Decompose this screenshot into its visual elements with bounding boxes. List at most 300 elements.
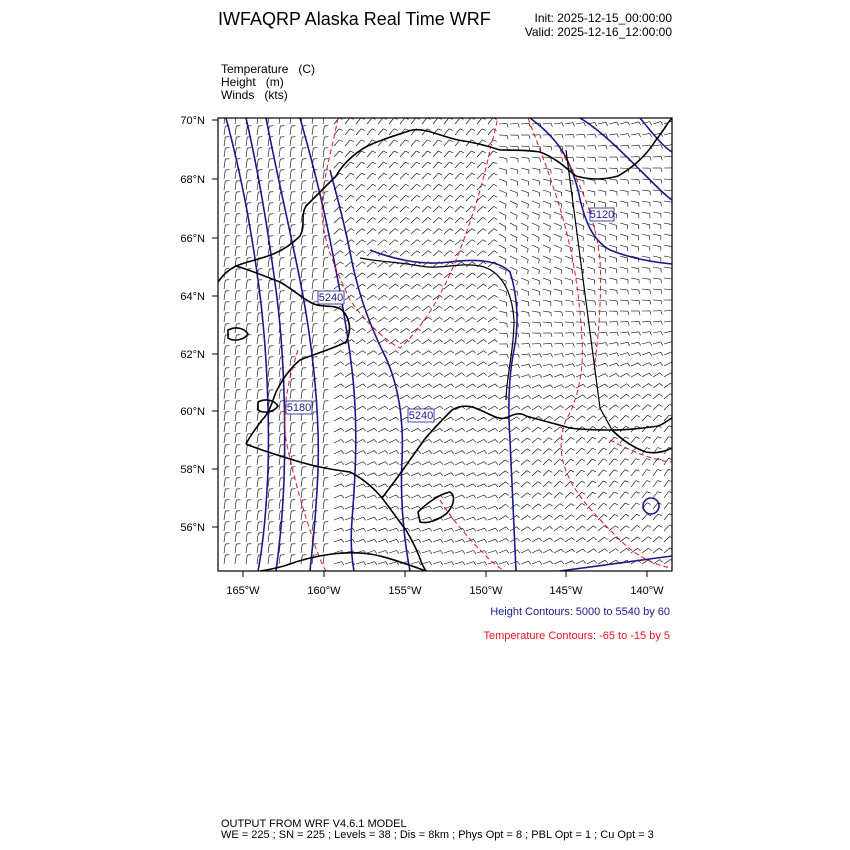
- wind-barb-flag: [606, 332, 607, 336]
- wind-barb: [235, 137, 236, 146]
- us-canada-border: [566, 150, 615, 430]
- wind-barb: [576, 405, 583, 410]
- wind-barb-flag: [660, 363, 663, 366]
- wind-barb-flag: [527, 449, 530, 451]
- wind-barb: [565, 289, 573, 291]
- wind-barb: [444, 240, 450, 245]
- wind-barb-flag: [661, 311, 662, 315]
- wind-barb: [444, 118, 449, 124]
- wind-barb-flag: [562, 135, 563, 139]
- wind-barb-flag: [429, 462, 432, 465]
- wind-barb: [499, 375, 507, 377]
- wind-barb: [356, 173, 362, 179]
- wind-barb: [334, 428, 341, 432]
- wind-barb: [433, 384, 440, 388]
- wind-barb-flag: [341, 406, 344, 409]
- wind-barb: [246, 181, 247, 190]
- wind-barb: [334, 140, 339, 146]
- wind-barb-flag: [604, 503, 608, 505]
- wind-barb: [356, 428, 363, 432]
- wind-barb: [521, 223, 528, 227]
- wind-barb-flag: [595, 301, 596, 305]
- wind-barb: [565, 245, 572, 248]
- wind-barb-flag: [385, 428, 388, 431]
- wind-barb: [455, 506, 462, 509]
- wind-barb-flag: [625, 459, 629, 461]
- wind-barb: [246, 555, 247, 564]
- wind-barb-flag: [583, 384, 586, 387]
- wind-barb: [543, 526, 550, 531]
- wind-barb-flag: [649, 373, 652, 376]
- wind-barb: [323, 379, 324, 388]
- wind-barb-flag: [528, 515, 531, 518]
- wind-barb: [312, 115, 313, 124]
- wind-barb: [400, 195, 406, 201]
- wind-barb-flag: [418, 428, 421, 431]
- wind-barb-flag: [339, 162, 343, 164]
- wind-barb: [664, 331, 672, 333]
- wind-barb: [257, 225, 258, 234]
- wind-barb: [532, 471, 538, 477]
- wind-barb: [433, 539, 441, 542]
- wind-barb: [488, 317, 495, 322]
- wind-barb-flag: [351, 173, 355, 175]
- wind-barb: [246, 291, 247, 300]
- wind-barb-flag: [363, 473, 366, 476]
- wind-barb-flag: [374, 417, 377, 420]
- wind-barb-flag: [407, 362, 410, 365]
- wind-barb: [554, 438, 560, 443]
- wind-barb: [356, 495, 363, 498]
- wind-barb: [466, 439, 473, 443]
- wind-barb-flag: [516, 471, 519, 473]
- wind-barb-flag: [617, 332, 619, 336]
- wind-barb: [378, 206, 384, 212]
- wind-barb: [664, 223, 672, 225]
- wind-barb: [499, 245, 506, 249]
- wind-barb: [587, 256, 595, 259]
- wind-barb-flag: [595, 332, 596, 336]
- wind-barb: [488, 517, 496, 520]
- wind-barb: [543, 212, 550, 215]
- wind-barb-flag: [386, 551, 388, 554]
- wind-barb: [235, 192, 236, 201]
- wind-barb: [378, 184, 384, 190]
- wind-barb: [642, 234, 650, 236]
- lat-label: 68°N: [180, 174, 205, 186]
- wind-barb-flag: [573, 134, 574, 138]
- wind-barb-flag: [539, 527, 542, 530]
- wind-barb: [576, 526, 582, 531]
- wind-barb: [301, 379, 302, 388]
- wind-barb: [301, 335, 302, 344]
- wind-barb-flag: [529, 123, 530, 127]
- wind-barb: [543, 343, 551, 344]
- wind-barb: [565, 179, 573, 181]
- wind-barb: [389, 528, 397, 531]
- wind-barb: [400, 362, 407, 366]
- wind-barb: [367, 184, 373, 190]
- wind-barb: [499, 527, 506, 531]
- wind-barb-flag: [473, 428, 476, 431]
- wind-barb: [620, 503, 625, 509]
- wind-barb: [587, 515, 593, 520]
- wind-barb: [323, 280, 324, 289]
- wind-barb: [653, 223, 661, 225]
- wind-barb-flag: [429, 495, 431, 498]
- wind-barb: [466, 528, 474, 531]
- wind-barb: [620, 289, 628, 290]
- wind-barb: [587, 526, 593, 531]
- wind-barb: [477, 495, 484, 498]
- wind-barb-flag: [429, 484, 432, 487]
- wind-barb: [268, 522, 269, 531]
- wind-barb: [521, 417, 528, 422]
- lon-label: 155°W: [388, 585, 422, 597]
- wind-barb: [356, 118, 361, 124]
- wind-barb: [664, 525, 669, 531]
- wind-barb: [235, 489, 236, 498]
- wind-barb: [499, 516, 506, 520]
- wind-barb-flag: [396, 439, 399, 442]
- wind-barb-flag: [495, 351, 498, 354]
- wind-barb: [521, 471, 527, 476]
- wind-barb: [389, 173, 395, 179]
- wind-barb-flag: [362, 284, 365, 286]
- wind-barb: [477, 484, 484, 487]
- wind-barb: [235, 445, 236, 454]
- wind-barb: [455, 517, 463, 520]
- wind-barb-flag: [628, 180, 629, 184]
- wind-barb-flag: [506, 550, 508, 553]
- wind-barb: [521, 300, 529, 302]
- wind-barb: [433, 373, 440, 377]
- wind-barb-flag: [406, 173, 410, 175]
- wind-barb: [246, 423, 247, 432]
- wind-barb: [290, 159, 291, 168]
- wind-barb-flag: [386, 528, 388, 531]
- wind-barb-flag: [625, 481, 629, 483]
- wind-barb-flag: [472, 306, 475, 309]
- wind-barb-flag: [528, 527, 531, 530]
- wind-barb-flag: [461, 218, 464, 220]
- wind-barb: [290, 192, 291, 201]
- wind-barb: [378, 373, 385, 377]
- wind-barb: [268, 324, 269, 333]
- wind-barb-flag: [418, 495, 420, 498]
- wind-barb: [576, 503, 582, 509]
- wind-barb: [301, 544, 302, 553]
- wind-barb-flag: [485, 528, 487, 531]
- wind-barb: [543, 482, 549, 488]
- wind-barb: [477, 417, 484, 421]
- wind-barb-flag: [461, 229, 464, 231]
- wind-barb: [532, 438, 538, 443]
- wind-barb-flag: [372, 129, 376, 131]
- wind-barb: [345, 173, 351, 179]
- wind-barb: [411, 284, 417, 289]
- wind-barb-flag: [583, 395, 586, 398]
- wind-barb: [323, 159, 324, 168]
- wind-barb-flag: [440, 395, 443, 398]
- wind-barb: [279, 467, 280, 476]
- wind-barb: [488, 439, 495, 443]
- wind-barb: [433, 162, 438, 168]
- wind-barb-flag: [494, 295, 497, 297]
- wind-barb-flag: [606, 301, 607, 305]
- wind-barb: [576, 384, 583, 388]
- wind-barb: [257, 159, 258, 168]
- wind-barb-flag: [394, 129, 398, 131]
- wind-barb-flag: [550, 237, 551, 241]
- wind-barb-flag: [450, 251, 453, 253]
- wind-barb: [433, 195, 439, 201]
- wind-barb: [455, 118, 460, 124]
- wind-barb-flag: [650, 157, 651, 161]
- wind-barb-flag: [495, 462, 498, 465]
- wind-barb-flag: [375, 539, 377, 542]
- wind-barb: [576, 459, 581, 465]
- wind-barb-flag: [592, 459, 596, 461]
- wind-barb-flag: [339, 151, 343, 153]
- wind-barb: [235, 170, 236, 179]
- wind-barb-flag: [483, 195, 487, 197]
- wind-barb-flag: [604, 405, 607, 407]
- wind-barb: [554, 481, 560, 487]
- wind-barb-flag: [351, 284, 354, 286]
- wind-barb: [312, 170, 313, 179]
- wind-barb-flag: [616, 384, 619, 387]
- wind-barb: [378, 151, 383, 157]
- wind-barb: [334, 439, 341, 443]
- wind-barb: [455, 162, 460, 168]
- wind-barb: [345, 417, 352, 421]
- wind-barb-flag: [507, 124, 508, 128]
- wind-barb-flag: [506, 204, 507, 208]
- wind-barb-flag: [451, 439, 454, 442]
- wind-barb: [455, 473, 462, 476]
- wind-barb: [422, 451, 429, 455]
- wind-barb-flag: [340, 273, 343, 275]
- wind-barb-flag: [471, 151, 475, 153]
- wind-barb-flag: [495, 428, 498, 431]
- wind-barb: [290, 181, 291, 190]
- wind-barb: [554, 179, 562, 181]
- wind-barb-flag: [407, 351, 410, 354]
- wind-barb-flag: [483, 184, 487, 186]
- wind-barb-flag: [340, 262, 343, 264]
- wind-barb: [653, 352, 661, 355]
- wind-barb-flag: [373, 240, 376, 242]
- wind-barb-flag: [592, 481, 596, 483]
- wind-barb-flag: [429, 395, 432, 398]
- wind-barb: [532, 212, 539, 215]
- wind-barb-flag: [496, 517, 498, 520]
- wind-barb: [356, 395, 363, 399]
- wind-barb-flag: [573, 312, 574, 316]
- wind-barb: [323, 412, 324, 421]
- wind-barb: [477, 462, 484, 465]
- wind-barb: [532, 223, 539, 226]
- wind-barb: [620, 405, 626, 410]
- wind-barb-flag: [505, 471, 508, 473]
- wind-barb-flag: [440, 473, 443, 476]
- wind-barb: [334, 562, 342, 564]
- wind-barb: [466, 273, 472, 278]
- wind-barb: [598, 416, 604, 421]
- wind-barb-flag: [661, 180, 662, 184]
- wind-barb: [323, 489, 324, 498]
- wind-barb: [543, 515, 549, 520]
- wind-barb: [312, 214, 313, 223]
- wind-barb-flag: [471, 162, 475, 164]
- wind-barb: [499, 550, 506, 553]
- wind-barb: [620, 212, 628, 214]
- wind-barb: [400, 162, 405, 168]
- wind-barb-flag: [429, 362, 432, 365]
- wind-barb-flag: [649, 363, 652, 366]
- wind-barb: [235, 500, 236, 509]
- wind-barb: [576, 395, 583, 399]
- wind-barb: [389, 417, 396, 421]
- wind-barb: [477, 340, 484, 345]
- wind-barb: [378, 462, 385, 465]
- wind-barb-flag: [516, 216, 517, 220]
- wind-barb: [290, 258, 291, 267]
- wind-barb-flag: [396, 373, 399, 376]
- wind-barb-flag: [418, 340, 421, 343]
- wind-barb-flag: [407, 451, 410, 454]
- wind-barb-flag: [540, 354, 542, 358]
- wind-barb-flag: [472, 284, 475, 286]
- wind-barb: [367, 229, 373, 234]
- wind-barb-flag: [516, 260, 517, 264]
- wind-barb-flag: [639, 180, 640, 184]
- wind-barb: [642, 342, 650, 344]
- wind-barb: [631, 481, 636, 487]
- wind-barb: [609, 514, 615, 520]
- wind-barb-flag: [538, 504, 541, 506]
- wind-barb: [587, 289, 595, 291]
- wind-barb: [378, 451, 385, 455]
- wind-barb-flag: [572, 549, 575, 552]
- wind-barb: [378, 229, 384, 234]
- wind-barb-flag: [582, 503, 585, 505]
- wind-barb: [510, 550, 517, 553]
- wind-barb: [576, 267, 584, 270]
- wind-barb: [554, 385, 561, 388]
- wind-barb: [356, 417, 363, 421]
- wind-barb: [576, 168, 584, 169]
- wind-barb-flag: [582, 492, 586, 494]
- wind-barb: [532, 300, 540, 302]
- wind-barb-flag: [527, 427, 530, 430]
- wind-barb-flag: [661, 352, 663, 355]
- wind-barb: [433, 462, 440, 465]
- wind-barb-flag: [539, 538, 542, 541]
- wind-barb: [323, 368, 324, 377]
- wind-barb: [367, 439, 374, 443]
- wind-barb: [290, 379, 291, 388]
- wind-barb-flag: [341, 340, 344, 343]
- wind-barb-flag: [516, 449, 519, 451]
- wind-barb-flag: [606, 343, 608, 347]
- wind-barb: [543, 201, 551, 204]
- wind-barb: [356, 162, 361, 168]
- wind-barb-flag: [462, 317, 465, 320]
- wind-barb-flag: [417, 195, 421, 197]
- wind-barb: [532, 168, 540, 170]
- wind-barb-flag: [406, 284, 409, 286]
- wind-barb: [631, 384, 638, 388]
- wind-barb: [609, 394, 616, 399]
- wind-barb: [576, 343, 584, 344]
- wind-barb-flag: [616, 549, 619, 552]
- wind-barb-flag: [583, 374, 585, 377]
- wind-barb: [290, 489, 291, 498]
- wind-barb-flag: [396, 451, 399, 454]
- wind-barb: [224, 434, 225, 443]
- wind-barb: [466, 317, 473, 322]
- wind-barb-flag: [551, 123, 553, 127]
- wind-barb: [532, 460, 538, 465]
- wind-barb: [521, 449, 527, 454]
- wind-barb-flag: [384, 184, 388, 186]
- lon-label: 150°W: [469, 585, 503, 597]
- wind-barb: [367, 462, 374, 465]
- wind-barb-flag: [462, 462, 465, 465]
- wind-barb-flag: [617, 342, 619, 346]
- wind-barb: [433, 528, 441, 531]
- wind-barb: [466, 517, 474, 520]
- wind-barb: [587, 190, 595, 192]
- wind-barb: [554, 549, 561, 553]
- wind-barb: [598, 267, 606, 269]
- wind-barb-flag: [494, 206, 498, 208]
- wind-barb-flag: [484, 373, 487, 376]
- wind-barb-flag: [482, 151, 486, 153]
- wind-barb-flag: [540, 333, 541, 337]
- wind-barb: [356, 562, 364, 564]
- wind-barb-flag: [452, 562, 454, 565]
- wind-barb: [521, 493, 527, 498]
- wind-barb: [499, 256, 506, 260]
- wind-barb: [235, 126, 236, 135]
- wind-barb: [356, 229, 362, 234]
- wind-barb: [565, 212, 573, 215]
- wind-barb: [631, 201, 639, 203]
- wind-barb: [257, 137, 258, 146]
- wind-barb-flag: [462, 417, 465, 420]
- wind-barb: [301, 489, 302, 498]
- wind-barb: [642, 394, 648, 399]
- wind-barb-flag: [505, 493, 508, 495]
- wind-barb: [477, 173, 483, 179]
- wind-barb-flag: [438, 151, 442, 153]
- wind-barb-flag: [473, 362, 476, 365]
- wind-barb-flag: [539, 561, 541, 564]
- wind-barb: [565, 405, 572, 410]
- wind-barb-flag: [539, 259, 540, 263]
- wind-barb-flag: [626, 405, 629, 407]
- wind-barb: [499, 406, 506, 410]
- wind-barb-flag: [650, 168, 651, 172]
- wind-barb-flag: [539, 385, 542, 388]
- wind-barb-flag: [352, 328, 355, 331]
- wind-barb: [554, 168, 562, 169]
- wind-barb: [433, 218, 439, 224]
- wind-barb: [499, 471, 505, 476]
